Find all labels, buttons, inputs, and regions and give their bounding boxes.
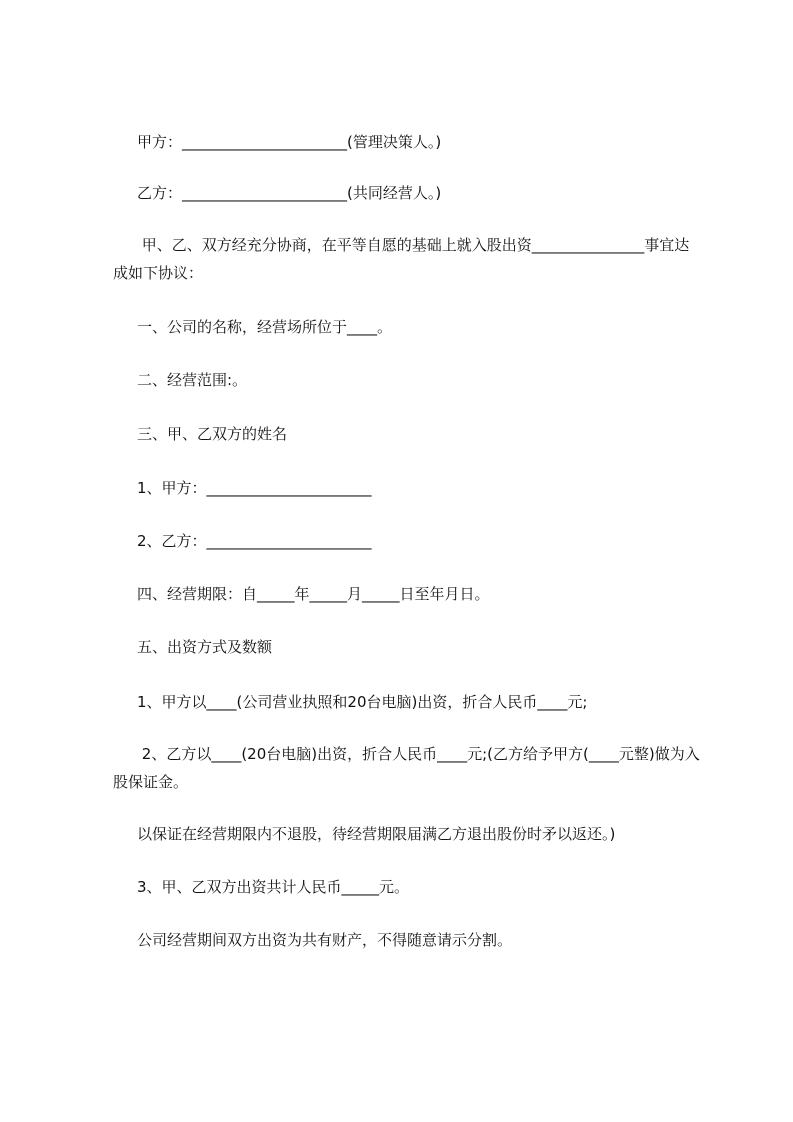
section-4-term: 四、经营期限：自_____年_____月_____日至年月日。 [137,585,490,603]
joint-property-note: 公司经营期间双方出资为共有财产，不得随意请示分割。 [137,931,513,949]
section-5-contribution: 五、出资方式及数额 [137,638,273,656]
contribution-total: 3、甲、乙双方出资共计人民币_____元。 [137,878,410,896]
party-a-name: 1、甲方：______________________ [137,479,372,497]
section-2-business-scope: 二、经营范围:。 [137,371,248,389]
party-b-line: 乙方：______________________(共同经营人。) [137,184,442,202]
party-a-line: 甲方：______________________(管理决策人。) [137,133,442,151]
guarantee-note: 以保证在经营期限内不退股，待经营期限届满乙方退出股份时矛以返还。) [137,825,616,843]
contribution-party-b: 2、乙方以____(20台电脑)出资，折合人民币____元;(乙方给予甲方(____元整)做为入股保证金。 [113,745,700,791]
section-3-names: 三、甲、乙双方的姓名 [137,425,288,443]
party-b-name: 2、乙方：______________________ [137,532,372,550]
agreement-intro: 甲、乙、双方经充分协商，在平等自愿的基础上就入股出资_______________事宜达成如下协议： [113,236,690,282]
contribution-party-a: 1、甲方以____(公司营业执照和20台电脑)出资，折合人民币____元; [137,693,588,711]
section-1-company-name: 一、公司的名称，经营场所位于____。 [137,318,393,336]
